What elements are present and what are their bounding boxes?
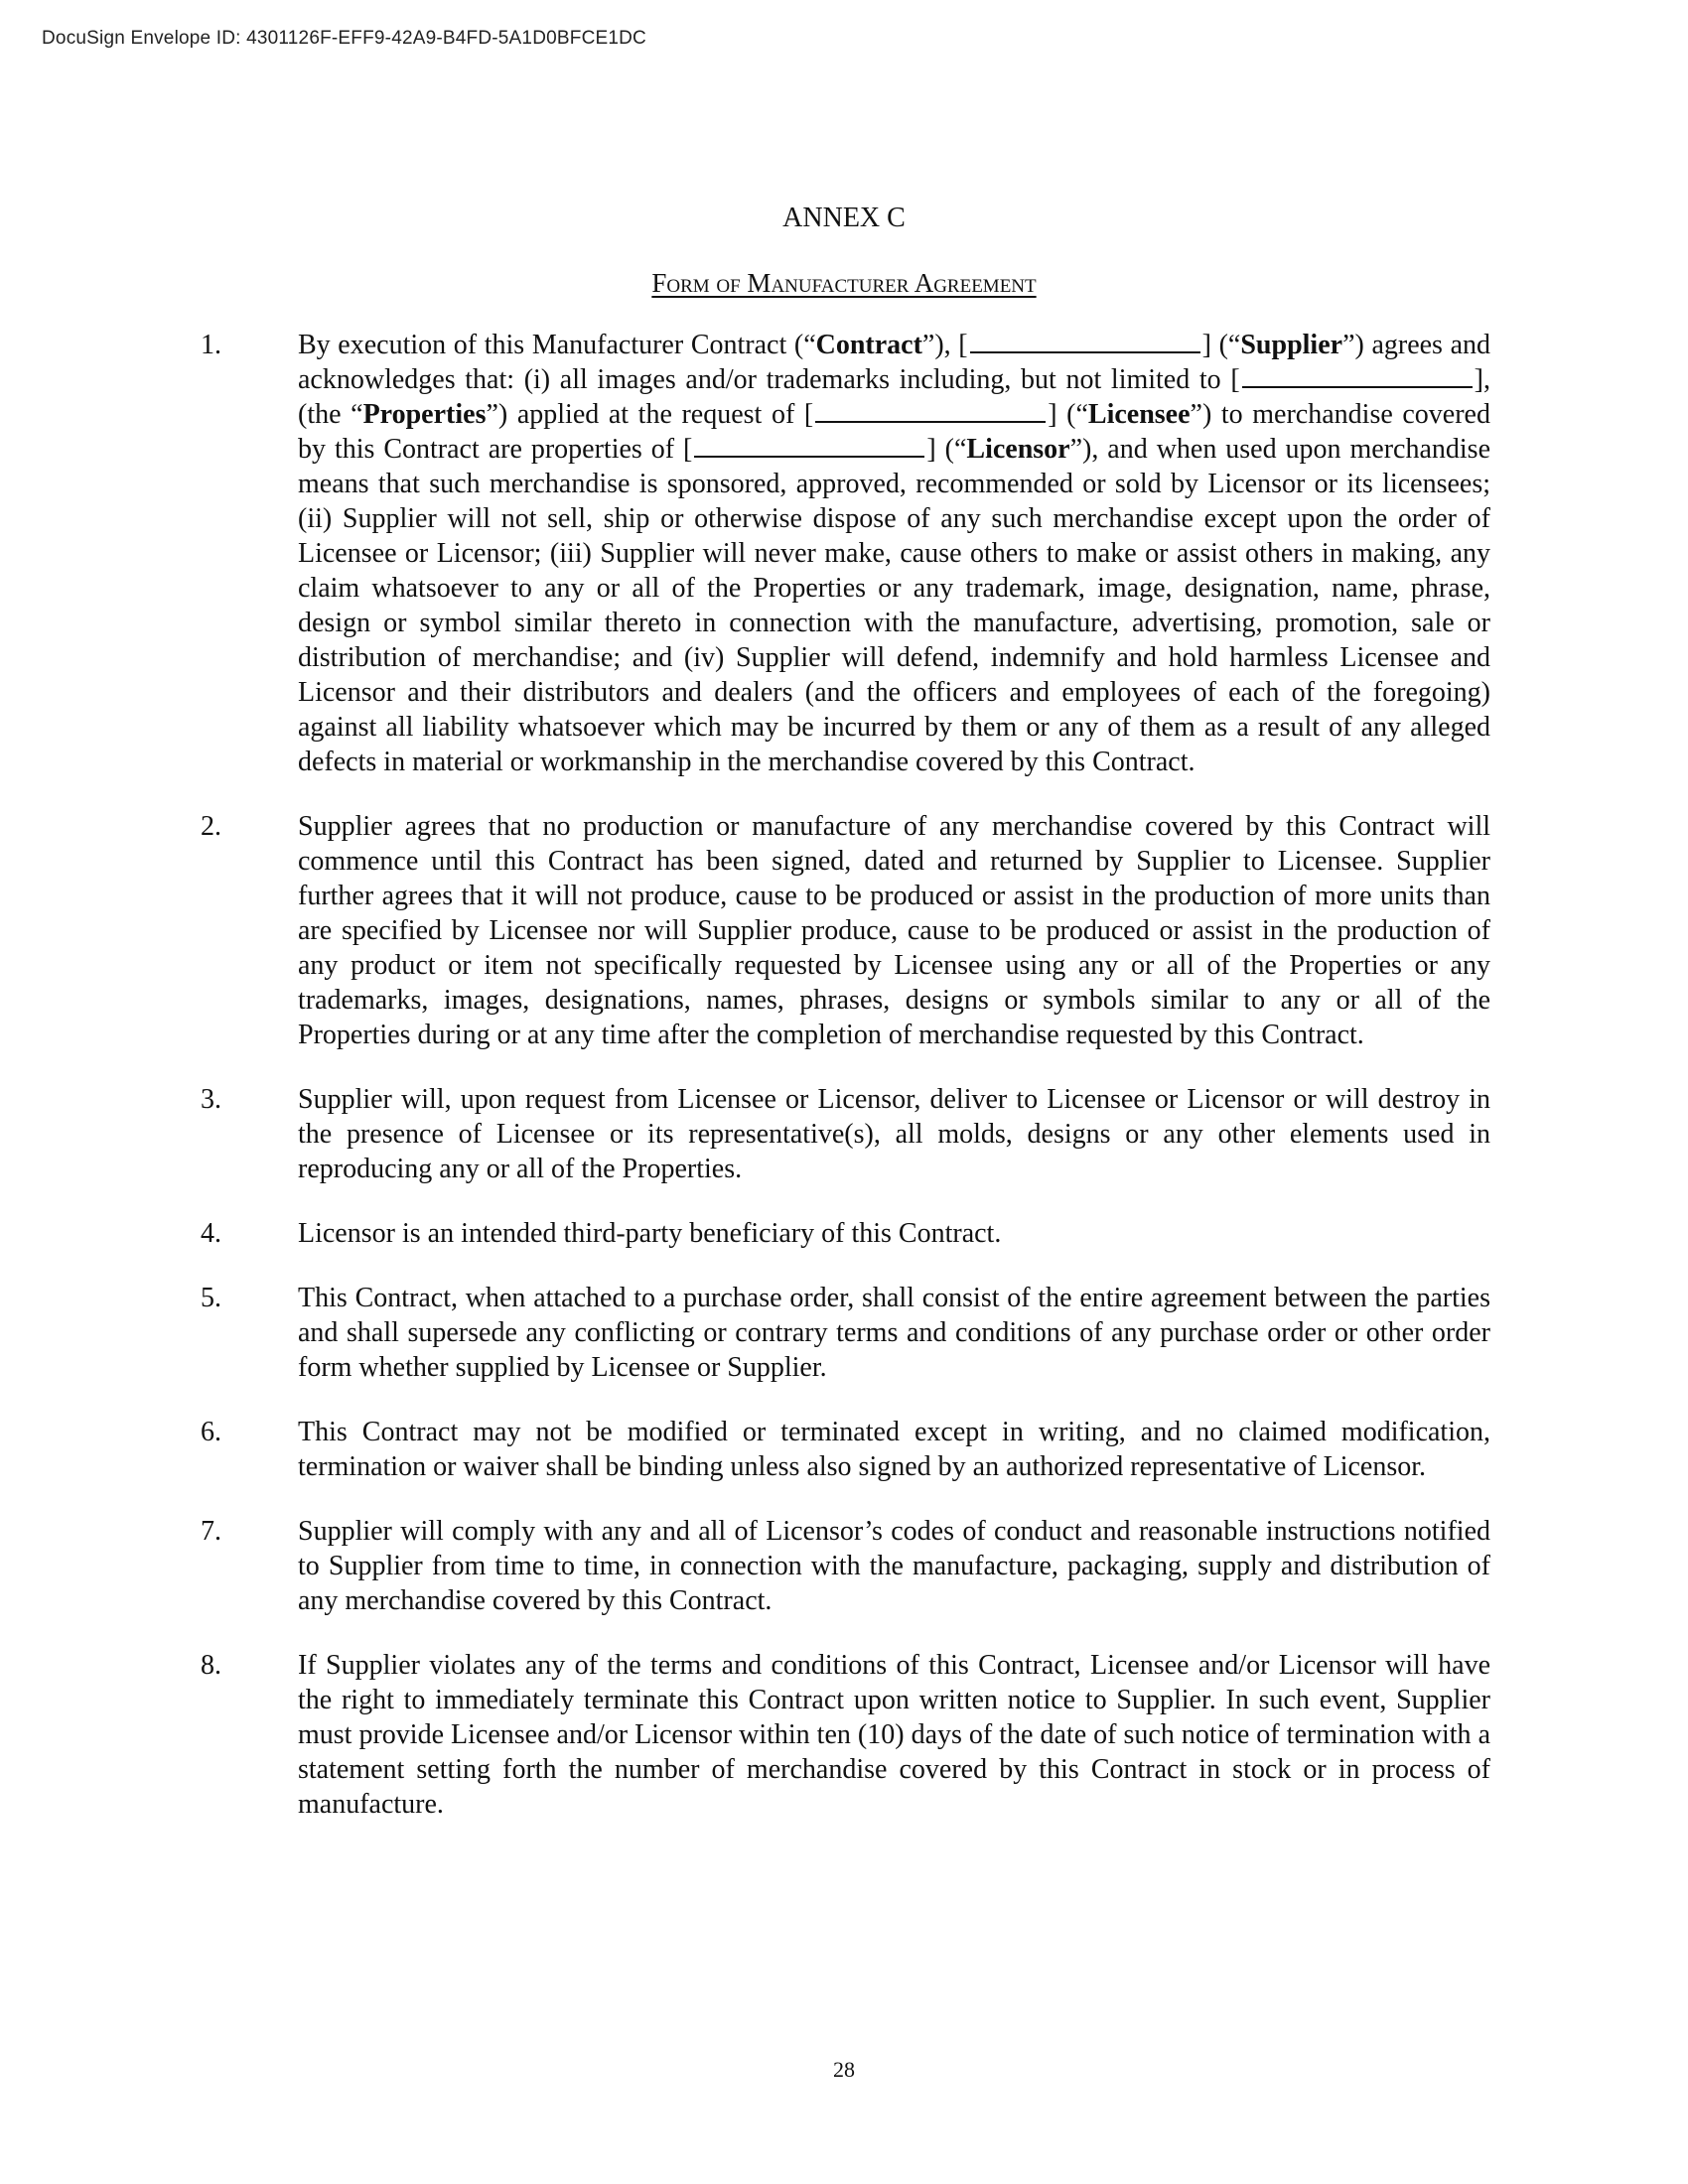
clause-text-fragment: ”) to merchandise covered by this Contract are properties of [ xyxy=(298,399,1490,465)
clause-text-fragment: ”) agrees and acknowledges that: (i) all images and/or trademarks including, but not limited to [ xyxy=(298,330,1491,395)
supplier-name-blank xyxy=(970,328,1200,353)
clause-text: If Supplier violates any of the terms and conditions of this Contract, Licensee and/or Licensor will have the right to immediately terminate this Contract upon written notice to Supplier. In such event, Supplier must provide Licensee and/or Licensor within ten (10) days of the date of such notice of termination with a statement setting forth the number of merchandise covered by this Contract in stock or in process of manufacture. xyxy=(298,1650,1490,1820)
clause-list xyxy=(0,328,1688,1851)
defined-term-licensee: Licensee xyxy=(1087,399,1191,430)
clause-number: 5. xyxy=(201,1283,221,1313)
annex-title: ANNEX C xyxy=(782,203,906,233)
clause-7 xyxy=(0,1514,1688,1618)
clause-text-fragment: ] (“ xyxy=(1201,330,1241,360)
clause-text: Supplier agrees that no production or manufacture of any merchandise covered by this Contract will commence until this Contract has been signed, dated and returned by Supplier to Licensee. Supplier further agrees that it will not produce, cause to be produced or assist in the production of more units than are specified by Licensee nor will Supplier produce, cause to be produced or assist in the production of any product or item not specifically requested by Licensee using any or all of the Properties or any trademarks, images, designations, names, phrases, designs or symbols similar to any or all of the Properties during or at any time after the completion of merchandise requested by this Contract. xyxy=(298,811,1490,1050)
clause-text-fragment: ] (“ xyxy=(926,434,967,465)
clause-3 xyxy=(0,1082,1688,1186)
clause-text: This Contract, when attached to a purchase order, shall consist of the entire agreement between the parties and shall supersede any conflicting or contrary terms and conditions of any purchase order or other order form whether supplied by Licensee or Supplier. xyxy=(298,1283,1490,1383)
clause-text-fragment: ”), and when used upon merchandise means that such merchandise is sponsored, approved, recommended or sold by Licensor or its licensees; (ii) Supplier will not sell, ship or otherwise dispose of any such merchandise except upon the order of Licensee or Licensor; (iii) Supplier will never make, cause others to make or assist others in making, any claim whatsoever to any or all of the Properties or any trademark, image, designation, name, phrase, design or symbol similar thereto in connection with the manufacture, advertising, promotion, sale or distribution of merchandise; and (iv) Supplier will defend, indemnify and hold harmless Licensee and Licensor and their distributors and dealers (and the officers and employees of each of the foregoing) against all liability whatsoever which may be incurred by them or any of them as a result of any alleged defects in material or workmanship in the merchandise covered by this Contract. xyxy=(298,434,1490,777)
clause-text-fragment: ”), [ xyxy=(921,330,968,360)
clause-8 xyxy=(0,1648,1688,1822)
properties-blank xyxy=(1242,362,1473,388)
clause-text-fragment: By execution of this Manufacturer Contract (“ xyxy=(298,330,816,360)
clause-text-fragment: ], (the “ xyxy=(298,364,1490,430)
clause-6 xyxy=(0,1415,1688,1484)
defined-term-licensor: Licensor xyxy=(966,434,1070,465)
defined-term-properties: Properties xyxy=(362,399,487,430)
clause-number: 4. xyxy=(201,1218,221,1249)
clause-number: 1. xyxy=(201,330,221,360)
clause-number: 2. xyxy=(201,811,221,842)
clause-text: Supplier will comply with any and all of Licensor’s codes of conduct and reasonable instructions notified to Supplier from time to time, in connection with the manufacture, packaging, supply and distribution of any merchandise covered by this Contract. xyxy=(298,1516,1490,1616)
clause-5 xyxy=(0,1281,1688,1385)
clause-text-fragment: ] (“ xyxy=(1048,399,1088,430)
clause-4 xyxy=(0,1216,1688,1251)
clause-number: 7. xyxy=(201,1516,221,1547)
clause-text: Licensor is an intended third-party beneficiary of this Contract. xyxy=(298,1218,1002,1249)
clause-1 xyxy=(0,328,1688,779)
page-number: 28 xyxy=(833,2057,855,2082)
licensor-name-blank xyxy=(694,432,924,458)
licensee-name-blank xyxy=(815,397,1046,423)
envelope-id: DocuSign Envelope ID: 4301126F-EFF9-42A9-B4FD-5A1D0BFCE1DC xyxy=(42,28,646,49)
clause-text xyxy=(298,328,1490,779)
clause-number: 6. xyxy=(201,1417,221,1447)
clause-text-fragment: ”) applied at the request of [ xyxy=(486,399,814,430)
clause-text: Supplier will, upon request from Licensee or Licensor, deliver to Licensee or Licensor or will destroy in the presence of Licensee or its representative(s), all molds, designs or any other elements used in reproducing any or all of the Properties. xyxy=(298,1084,1490,1184)
clause-text: This Contract may not be modified or terminated except in writing, and no claimed modification, termination or waiver shall be binding unless also signed by an authorized representative of Licensor. xyxy=(298,1417,1490,1482)
clause-2 xyxy=(0,809,1688,1052)
form-title: Form of Manufacturer Agreement xyxy=(651,268,1037,298)
clause-number: 8. xyxy=(201,1650,221,1681)
defined-term-contract: Contract xyxy=(815,330,922,360)
clause-number: 3. xyxy=(201,1084,221,1115)
defined-term-supplier: Supplier xyxy=(1240,330,1343,360)
